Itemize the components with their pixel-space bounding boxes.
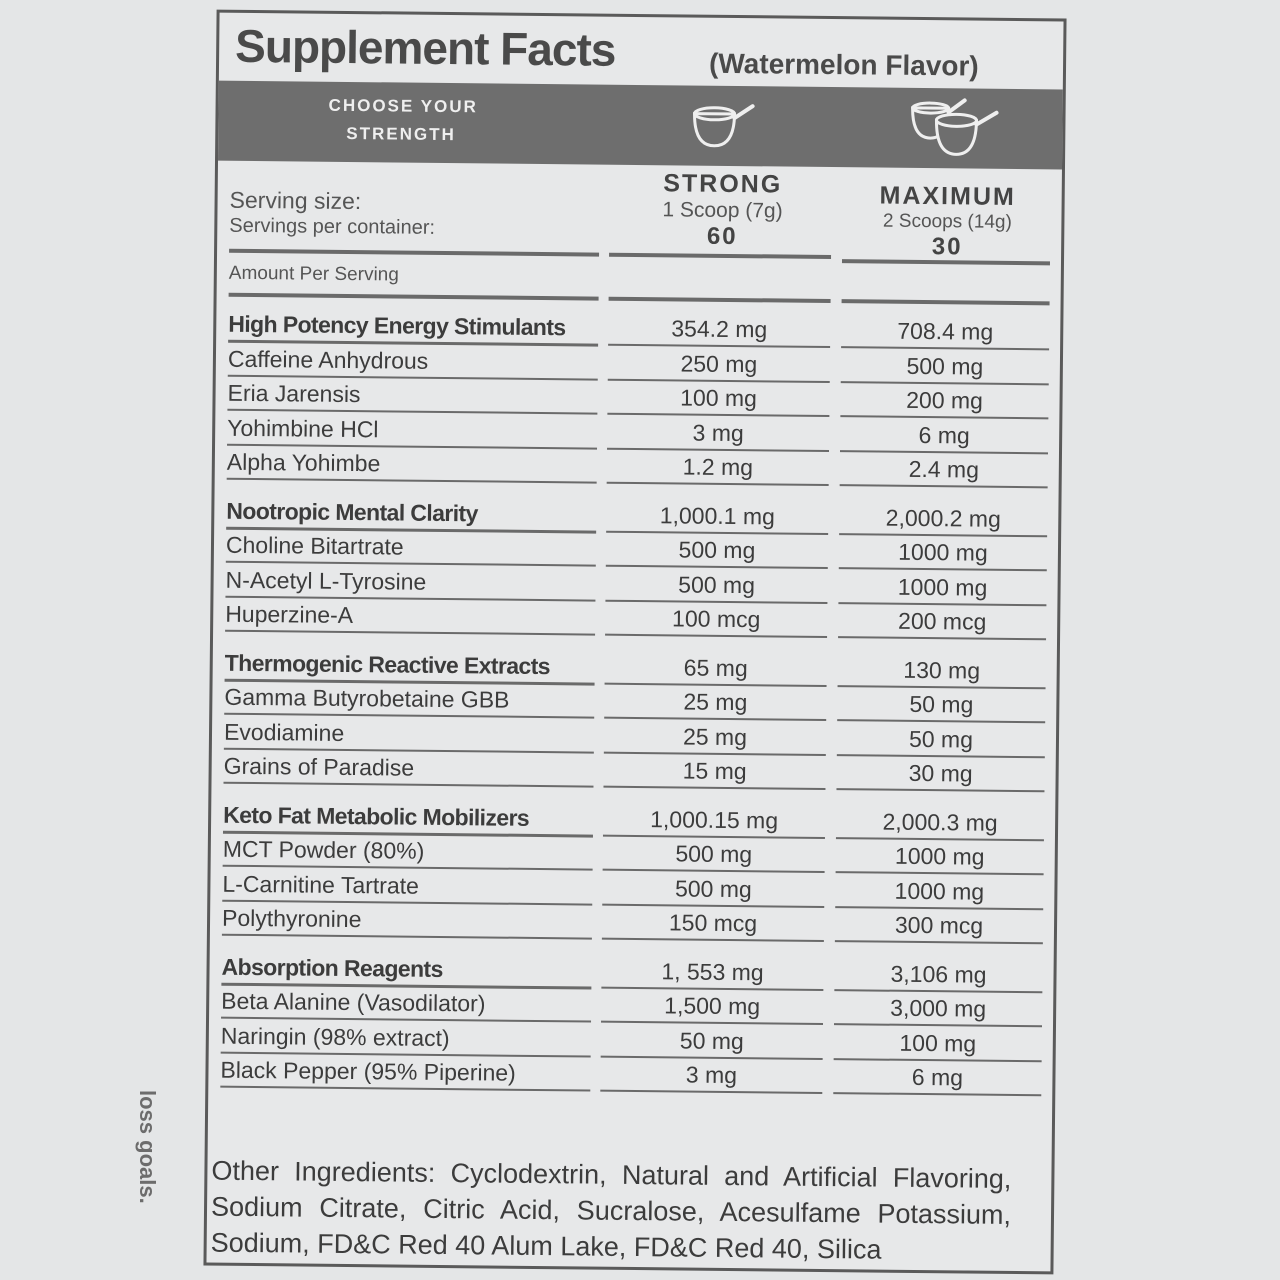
two-scoops-icon <box>908 94 1009 161</box>
strong-amount: 15 mg <box>603 757 825 790</box>
amount-per-serving-label: Amount Per Serving <box>228 262 399 286</box>
maximum-amount: 3,106 mg <box>834 960 1042 993</box>
ingredient-name: Yohimbine HCl <box>227 414 597 449</box>
band-line-1: CHOOSE YOUR <box>328 95 478 117</box>
ingredient-name: Huperzine-A <box>225 601 595 636</box>
ingredient-name: Gamma Butyrobetaine GBB <box>224 684 594 719</box>
ingredient-name: Naringin (98% extract) <box>221 1022 591 1057</box>
maximum-amount: 2,000.3 mg <box>836 808 1044 841</box>
strong-amount: 250 mg <box>608 349 830 382</box>
ingredient-name: MCT Powder (80%) <box>223 836 593 871</box>
flavor-label: (Watermelon Flavor) <box>708 47 979 82</box>
ingredient-name: Black Pepper (95% Piperine) <box>220 1057 590 1092</box>
strong-amount: 100 mg <box>607 384 829 417</box>
strong-amount: 500 mg <box>603 840 825 873</box>
ingredient-name: Polythyronine <box>222 905 592 940</box>
ingredient-name: Caffeine Anhydrous <box>228 345 598 380</box>
strong-label: STRONG <box>663 169 783 199</box>
strong-scoop-size: 1 Scoop (7g) <box>662 198 783 223</box>
ingredient-group <box>215 309 1061 490</box>
band-line-2: STRENGTH <box>346 123 456 145</box>
ingredient-name: Grains of Paradise <box>223 753 593 788</box>
maximum-column-header <box>847 181 1048 262</box>
maximum-amount: 6 mg <box>840 421 1048 454</box>
ingredient-groups <box>208 309 1060 1098</box>
maximum-amount: 2,000.2 mg <box>839 504 1047 537</box>
maximum-amount: 1000 mg <box>839 538 1047 571</box>
strong-amount: 25 mg <box>604 688 826 721</box>
strong-amount: 1.2 mg <box>607 453 829 486</box>
ingredient-name: Choline Bitartrate <box>226 532 596 567</box>
strong-amount: 65 mg <box>605 653 827 686</box>
ingredient-group <box>211 647 1056 794</box>
serving-header <box>217 161 1062 266</box>
ingredient-name: Eria Jarensis <box>227 380 597 415</box>
ingredient-name: Nootropic Mental Clarity <box>226 497 596 533</box>
strong-amount: 3 mg <box>600 1061 822 1094</box>
ingredient-name: Keto Fat Metabolic Mobilizers <box>223 801 593 837</box>
amount-rule-strong <box>609 297 831 303</box>
header-rule-strong <box>609 253 831 259</box>
strong-amount: 1,500 mg <box>601 992 823 1025</box>
ingredient-name: Beta Alanine (Vasodilator) <box>221 988 591 1023</box>
supplement-facts-panel <box>203 10 1066 1275</box>
ingredient-name: L-Carnitine Tartrate <box>222 870 592 905</box>
header-rule-name <box>229 249 599 257</box>
maximum-scoop-size: 2 Scoops (14g) <box>882 210 1012 233</box>
maximum-amount: 708.4 mg <box>841 317 1049 350</box>
ingredient-name: Thermogenic Reactive Extracts <box>225 649 595 685</box>
maximum-amount: 130 mg <box>838 656 1046 689</box>
ingredient-name: Absorption Reagents <box>221 953 591 989</box>
one-scoop-icon <box>688 96 759 153</box>
maximum-amount: 1000 mg <box>835 877 1043 910</box>
strong-amount: 1,000.15 mg <box>603 805 825 838</box>
strong-amount: 354.2 mg <box>608 315 830 348</box>
ingredient-name: High Potency Energy Stimulants <box>228 311 598 347</box>
maximum-amount: 500 mg <box>841 352 1049 385</box>
ingredient-group <box>210 799 1055 946</box>
ingredient-name: N-Acetyl L-Tyrosine <box>225 566 595 601</box>
strength-band <box>218 81 1063 170</box>
maximum-amount: 6 mg <box>833 1063 1041 1096</box>
strong-servings: 60 <box>706 222 738 251</box>
maximum-amount: 200 mcg <box>838 607 1046 640</box>
maximum-amount: 50 mg <box>837 690 1045 723</box>
other-ingredients: Other Ingredients: Cyclodextrin, Natural and Artificial Flavoring, Sodium Citrate, Citric Acid, Sucralose, Acesulfame Potassium, Sodium, FD&C Red 40 Alum Lake, FD&C Red 40, Silica <box>210 1155 1012 1265</box>
ingredient-name: Alpha Yohimbe <box>227 449 597 484</box>
ingredient-group <box>213 495 1058 642</box>
maximum-amount: 200 mg <box>840 386 1048 419</box>
maximum-amount: 300 mcg <box>835 911 1043 944</box>
strong-amount: 3 mg <box>607 418 829 451</box>
strong-amount: 25 mg <box>604 722 826 755</box>
ingredient-group <box>208 951 1053 1098</box>
amount-rule-name <box>229 293 599 301</box>
strong-amount: 500 mg <box>602 874 824 907</box>
strong-amount: 50 mg <box>601 1026 823 1059</box>
maximum-amount: 3,000 mg <box>834 994 1042 1027</box>
ingredient-name: Evodiamine <box>224 718 594 753</box>
maximum-amount: 30 mg <box>836 759 1044 792</box>
strong-amount: 1, 553 mg <box>601 957 823 990</box>
maximum-amount: 2.4 mg <box>840 455 1048 488</box>
strong-amount: 500 mg <box>605 570 827 603</box>
maximum-amount: 1000 mg <box>836 842 1044 875</box>
strong-amount: 100 mcg <box>605 605 827 638</box>
amount-rule-maximum <box>842 299 1050 305</box>
serving-size-label: Serving size: <box>229 186 362 215</box>
title-row <box>219 13 1064 90</box>
servings-per-container-label: Servings per container: <box>229 214 436 239</box>
maximum-servings: 30 <box>931 233 963 261</box>
maximum-amount: 100 mg <box>834 1029 1042 1062</box>
maximum-amount: 1000 mg <box>838 573 1046 606</box>
strong-column-header <box>617 169 828 252</box>
maximum-amount: 50 mg <box>837 725 1045 758</box>
maximum-label: MAXIMUM <box>879 181 1016 211</box>
strong-amount: 1,000.1 mg <box>606 501 828 534</box>
panel-title: Supplement Facts <box>234 19 616 76</box>
amount-per-serving-row <box>217 257 1061 304</box>
strong-amount: 500 mg <box>606 536 828 569</box>
side-edge-text: loss goals. <box>135 1090 160 1204</box>
strong-amount: 150 mcg <box>602 909 824 942</box>
